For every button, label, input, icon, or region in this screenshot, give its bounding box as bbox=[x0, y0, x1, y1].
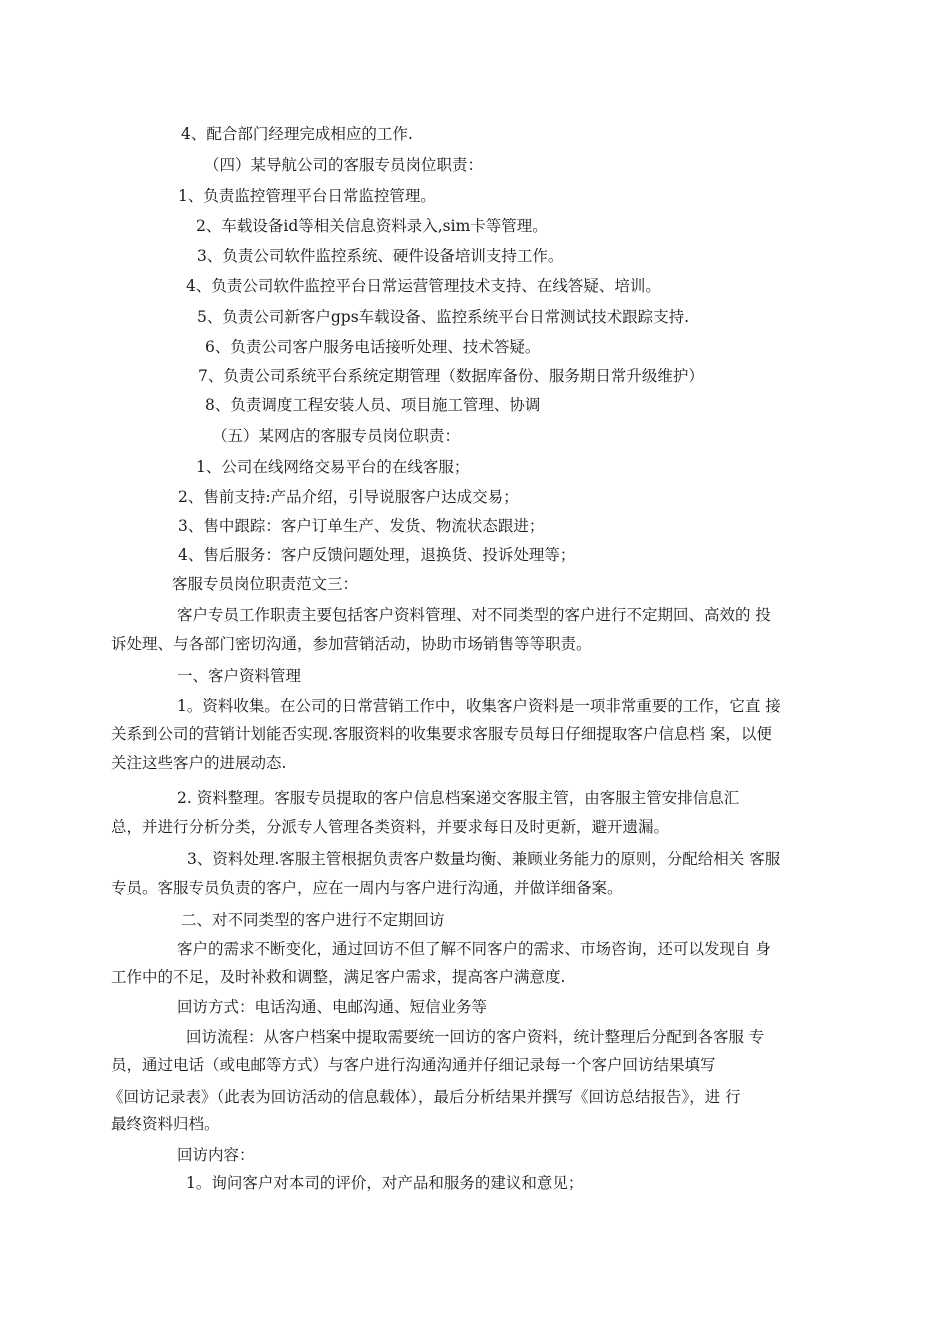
list-item: 2、车载设备id等相关信息资料录入,sim卡等管理。 bbox=[196, 217, 548, 235]
paragraph-line: 员，通过电话（或电邮等方式）与客户进行沟通沟通并仔细记录每一个客户回访结果填写 bbox=[111, 1056, 716, 1074]
paragraph-line: 专员。客服专员负责的客户，应在一周内与客户进行沟通，并做详细备案。 bbox=[111, 879, 623, 897]
paragraph-line: 客户的需求不断变化，通过回访不但了解不同客户的需求、市场咨询，还可以发现自 身 bbox=[177, 940, 771, 958]
paragraph-line: 3、资料处理.客服主管根据负责客户数量均衡、兼顾业务能力的原则，分配给相关 客服 bbox=[187, 850, 781, 868]
list-item: 6、负责公司客户服务电话接听处理、技术答疑。 bbox=[205, 338, 541, 356]
paragraph-line: 2. 资料整理。客服专员提取的客户信息档案递交客服主管，由客服主管安排信息汇 bbox=[177, 789, 740, 807]
section-heading: （五）某网店的客服专员岗位职责： bbox=[212, 427, 461, 445]
list-item: 1、公司在线网络交易平台的在线客服； bbox=[196, 458, 470, 476]
paragraph-line: 回访方式：电话沟通、电邮沟通、短信业务等 bbox=[177, 998, 488, 1016]
list-item: 2、售前支持:产品介绍，引导说服客户达成交易； bbox=[178, 488, 519, 506]
paragraph-line: 《回访记录表》（此表为回访活动的信息载体），最后分析结果并撰写《回访总结报告》，进 行 bbox=[108, 1088, 741, 1106]
list-item: 1。询问客户对本司的评价，对产品和服务的建议和意见； bbox=[186, 1174, 584, 1192]
list-item: 7、负责公司系统平台系统定期管理（数据库备份、服务期日常升级维护） bbox=[198, 367, 704, 385]
list-item: 8、负责调度工程安装人员、项目施工管理、协调 bbox=[205, 396, 541, 414]
paragraph-line: 诉处理、与各部门密切沟通，参加营销活动，协助市场销售等等职责。 bbox=[111, 635, 592, 653]
section-heading: （四）某导航公司的客服专员岗位职责： bbox=[204, 156, 484, 174]
paragraph-line: 客户专员工作职责主要包括客户资料管理、对不同类型的客户进行不定期回、高效的 投 bbox=[177, 606, 771, 624]
paragraph-line: 关系到公司的营销计划能否实现.客服资料的收集要求客服专员每日仔细提取客户信息档 案，以便 bbox=[111, 725, 772, 743]
list-item: 4、负责公司软件监控平台日常运营管理技术支持、在线答疑、培训。 bbox=[186, 277, 661, 295]
paragraph-line: 1。资料收集。在公司的日常营销工作中，收集客户资料是一项非常重要的工作，它直 接 bbox=[177, 697, 781, 715]
text-line: 4、配合部门经理完成相应的工作. bbox=[181, 125, 413, 143]
list-item: 3、售中跟踪：客户订单生产、发货、物流状态跟进； bbox=[178, 517, 545, 535]
paragraph-line: 最终资料归档。 bbox=[111, 1115, 220, 1133]
list-item: 3、负责公司软件监控系统、硬件设备培训支持工作。 bbox=[197, 247, 564, 265]
list-item: 5、负责公司新客户gps车载设备、监控系统平台日常测试技术跟踪支持. bbox=[197, 308, 690, 326]
paragraph-line: 关注这些客户的进展动态. bbox=[111, 754, 287, 772]
paragraph-line: 回访流程：从客户档案中提取需要统一回访的客户资料，统计整理后分配到各客服 专 bbox=[186, 1028, 765, 1046]
section-title: 客服专员岗位职责范文三： bbox=[172, 575, 359, 593]
paragraph-line: 工作中的不足，及时补救和调整，满足客户需求，提高客户满意度. bbox=[111, 968, 566, 986]
section-heading: 一、客户资料管理 bbox=[177, 667, 302, 685]
paragraph-line: 总，并进行分析分类，分派专人管理各类资料，并要求每日及时更新，避开遗漏。 bbox=[111, 818, 670, 836]
list-item: 4、售后服务：客户反馈问题处理，退换货、投诉处理等； bbox=[178, 546, 576, 564]
section-heading: 回访内容： bbox=[177, 1146, 255, 1164]
list-item: 1、负责监控管理平台日常监控管理。 bbox=[178, 187, 436, 205]
section-heading: 二、对不同类型的客户进行不定期回访 bbox=[181, 911, 445, 929]
